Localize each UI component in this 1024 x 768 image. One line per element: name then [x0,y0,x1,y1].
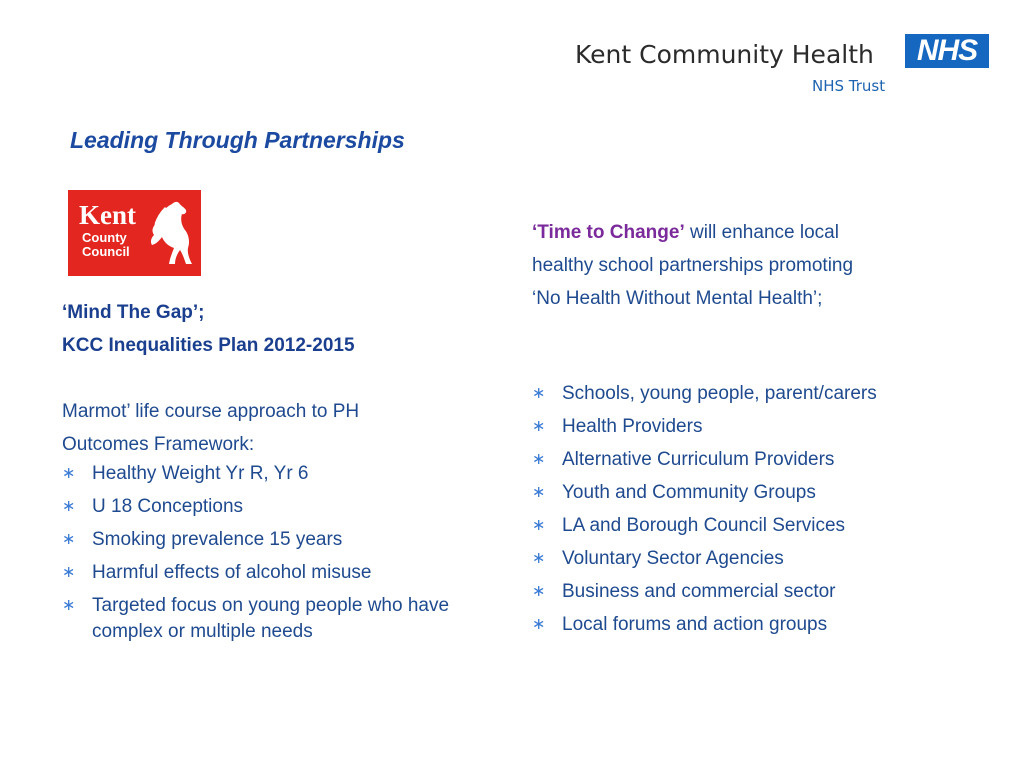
list-item: ∗ Healthy Weight Yr R, Yr 6 [62,461,482,487]
bullet-icon: ∗ [532,451,546,468]
slide-title: Leading Through Partnerships [70,127,405,153]
bullet-icon: ∗ [532,616,546,633]
kcc-logo-line2-3 [82,231,130,259]
kcc-logo-line2: County [82,230,127,245]
list-item: ∗ U 18 Conceptions [62,494,482,520]
marmot-intro-line2: Outcomes Framework: [62,434,255,455]
outcomes-list [62,461,482,645]
time-to-change-line3: ‘No Health Without Mental Health’; [532,288,823,309]
time-to-change-rest: will enhance local [684,222,839,243]
list-item: ∗ LA and Borough Council Services [532,513,1002,539]
list-item: ∗ Alternative Curriculum Providers [532,447,1002,473]
bullet-icon: ∗ [62,465,76,482]
kcc-logo-line3: Council [82,244,130,259]
time-to-change-highlight: ‘Time to Change’ [532,222,685,243]
right-column [532,216,1002,645]
list-item: ∗ Youth and Community Groups [532,480,1002,506]
inequalities-plan-heading: KCC Inequalities Plan 2012-2015 [62,335,355,356]
bullet-icon: ∗ [532,484,546,501]
nhs-logo: NHS [905,34,989,68]
white-horse-icon [144,198,194,270]
header-brand-name: Kent Community Health [575,40,874,69]
bullet-icon: ∗ [532,550,546,567]
kent-county-council-logo [68,190,201,276]
partners-list [532,381,1002,638]
time-to-change-line2: healthy school partnerships promoting [532,255,854,276]
header-brand-subtitle: NHS Trust [812,77,886,95]
list-item: ∗ Business and commercial sector [532,579,1002,605]
time-to-change-line1 [532,216,1002,249]
bullet-icon: ∗ [532,385,546,402]
list-item: ∗ Smoking prevalence 15 years [62,527,482,553]
bullet-icon: ∗ [62,564,76,581]
list-item: ∗ Voluntary Sector Agencies [532,546,1002,572]
kcc-logo-line1: Kent [79,200,136,230]
bullet-icon: ∗ [62,531,76,548]
mind-the-gap-heading: ‘Mind The Gap’; [62,302,205,323]
list-item: ∗ Local forums and action groups [532,612,1002,638]
list-item: ∗ Schools, young people, parent/carers [532,381,1002,407]
bullet-icon: ∗ [532,583,546,600]
bullet-icon: ∗ [62,597,76,614]
list-item: ∗ Harmful effects of alcohol misuse [62,560,482,586]
bullet-icon: ∗ [532,517,546,534]
bullet-icon: ∗ [532,418,546,435]
marmot-intro-line1: Marmot’ life course approach to PH [62,401,360,422]
list-item: ∗ Targeted focus on young people who have complex or multiple needs [62,595,450,642]
list-item: ∗ Health Providers [532,414,1002,440]
bullet-icon: ∗ [62,498,76,515]
left-column [62,296,482,652]
